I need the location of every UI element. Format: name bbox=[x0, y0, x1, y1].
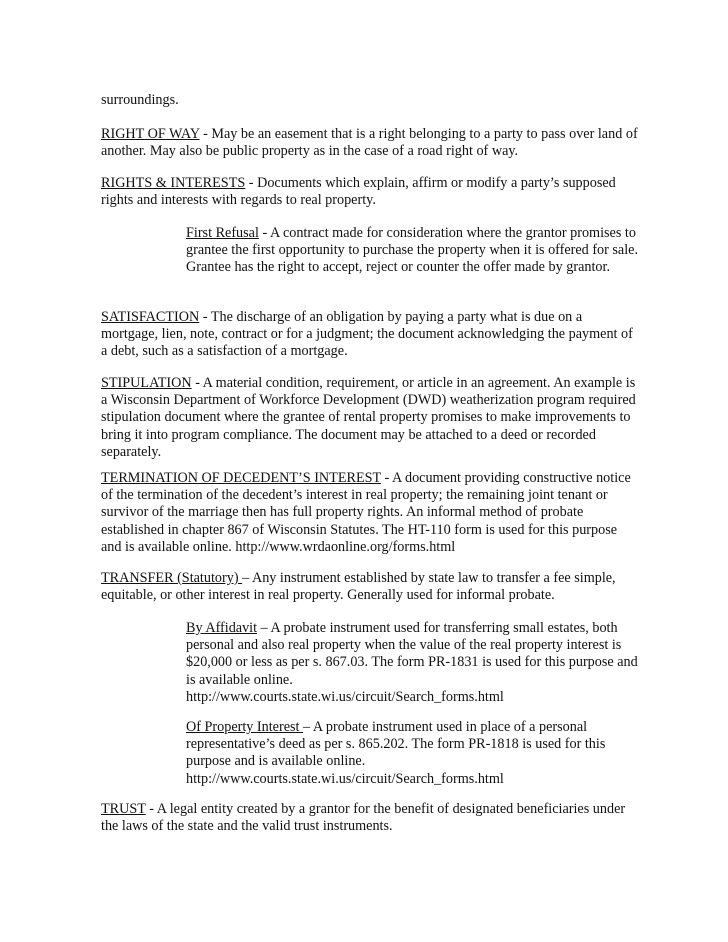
definition-of-property-interest: – A probate instrument used in place of a personal representative’s deed as per s. 865.202. The form PR-1818 is used for this purpose and is available online. bbox=[186, 719, 606, 770]
definition-by-affidavit: – A probate instrument used for transferring small estates, both personal and also real property when the value of the real property interest is $20,000 or less as per s. 867.03. The form PR-1831 is used for this purpose and is available online. bbox=[186, 620, 638, 688]
term-rights-interests: RIGHTS & INTERESTS bbox=[101, 175, 246, 191]
url-of-property-interest: http://www.courts.state.wi.us/circuit/Search_forms.html bbox=[186, 770, 504, 787]
term-transfer: TRANSFER (Statutory) bbox=[101, 570, 243, 586]
definition-termination: - A document providing constructive notice of the termination of the decedent’s interest in real property; the remaining joint tenant or survivor of the marriage then has full property rights. An informal method of probate established in chapter 867 of Wisconsin Statutes. The HT-110 form is used for this purpose and is available online. http://www.wrdaonline.org/forms.html bbox=[101, 470, 631, 555]
term-trust: TRUST bbox=[101, 801, 146, 817]
definition-first-refusal: - A contract made for consideration where the grantor promises to grantee the first opportunity to purchase the property when it is offered for sale. Grantee has the right to accept, reject or counter the offer made by grantor. bbox=[186, 225, 639, 276]
entry-right-of-way bbox=[101, 126, 641, 160]
term-first-refusal: First Refusal bbox=[186, 225, 259, 241]
term-termination: TERMINATION OF DECEDENT’S INTEREST bbox=[101, 470, 381, 486]
entry-by-affidavit bbox=[186, 620, 646, 706]
definition-rights-interests: - Documents which explain, affirm or modify a party’s supposed rights and interests with regards to real property. bbox=[101, 175, 616, 209]
entry-transfer bbox=[101, 570, 641, 604]
definition-stipulation: - A material condition, requirement, or article in an agreement. An example is a Wisconsin Department of Workforce Development (DWD) weatherization program required stipulation document where the grantee of rental property promises to make improvements to bring it into program compliance. The document may be attached to a deed or recorded separately. bbox=[101, 375, 636, 460]
url-by-affidavit: http://www.courts.state.wi.us/circuit/Search_forms.html bbox=[186, 688, 504, 705]
term-stipulation: STIPULATION bbox=[101, 375, 192, 391]
lead-text: surroundings. bbox=[101, 92, 179, 108]
entry-rights-interests bbox=[101, 175, 641, 209]
entry-termination bbox=[101, 470, 641, 556]
definition-transfer: – Any instrument established by state law to transfer a fee simple, equitable, or other interest in real property. Generally used for informal probate. bbox=[101, 570, 616, 604]
definition-satisfaction: - The discharge of an obligation by paying a party what is due on a mortgage, lien, note, contract or for a judgment; the document acknowledging the payment of a debt, such as a satisfaction of a mortgage. bbox=[101, 309, 633, 360]
definition-right-of-way: - May be an easement that is a right belonging to a party to pass over land of another. May also be public property as in the case of a road right of way. bbox=[101, 126, 638, 160]
entry-trust bbox=[101, 801, 641, 835]
term-right-of-way: RIGHT OF WAY bbox=[101, 126, 200, 142]
term-of-property-interest: Of Property Interest bbox=[186, 719, 304, 735]
entry-first-refusal bbox=[186, 225, 646, 277]
entry-satisfaction bbox=[101, 309, 641, 361]
term-by-affidavit: By Affidavit bbox=[186, 620, 258, 636]
term-satisfaction: SATISFACTION bbox=[101, 309, 200, 325]
entry-of-property-interest bbox=[186, 719, 646, 788]
entry-stipulation bbox=[101, 375, 641, 461]
definition-trust: - A legal entity created by a grantor for the benefit of designated beneficiaries under the laws of the state and the valid trust instruments. bbox=[101, 801, 626, 835]
